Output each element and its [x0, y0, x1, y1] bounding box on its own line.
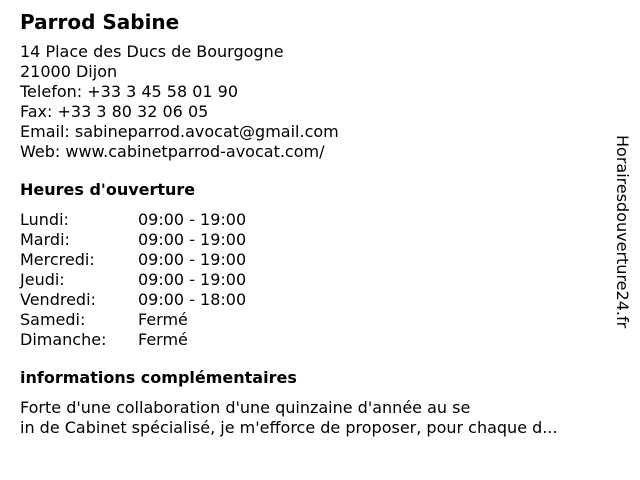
additional-info-title: informations complémentaires	[20, 368, 297, 387]
web-line: Web: www.cabinetparrod-avocat.com/	[20, 142, 325, 161]
hours-time: Fermé	[138, 310, 188, 329]
hours-time: 09:00 - 18:00	[138, 290, 247, 309]
hours-day: Lundi:	[20, 210, 69, 229]
business-name: Parrod Sabine	[20, 10, 180, 34]
hours-time: 09:00 - 19:00	[138, 230, 247, 249]
phone-line: Telefon: +33 3 45 58 01 90	[20, 82, 239, 101]
opening-hours-table	[20, 210, 600, 350]
hours-row	[20, 330, 600, 350]
hours-row	[20, 230, 600, 250]
hours-row	[20, 210, 600, 230]
address-line-1: 14 Place des Ducs de Bourgogne	[20, 42, 284, 61]
email-line: Email: sabineparrod.avocat@gmail.com	[20, 122, 339, 141]
hours-day: Dimanche:	[20, 330, 107, 349]
hours-time: 09:00 - 19:00	[138, 270, 247, 289]
hours-day: Samedi:	[20, 310, 86, 329]
business-card	[20, 10, 600, 438]
address-line-2: 21000 Dijon	[20, 62, 118, 81]
hours-day: Vendredi:	[20, 290, 96, 309]
hours-time: 09:00 - 19:00	[138, 210, 247, 229]
hours-row	[20, 270, 600, 290]
site-watermark-label: Horairesdouverture24.fr	[613, 135, 632, 329]
additional-info-line-1: Forte d'une collaboration d'une quinzaine d'année au se	[20, 398, 471, 417]
opening-hours-title: Heures d'ouverture	[20, 180, 196, 199]
hours-row	[20, 290, 600, 310]
hours-time: 09:00 - 19:00	[138, 250, 247, 269]
hours-row	[20, 250, 600, 270]
hours-day: Mardi:	[20, 230, 70, 249]
hours-day: Mercredi:	[20, 250, 95, 269]
hours-day: Jeudi:	[20, 270, 65, 289]
hours-row	[20, 310, 600, 330]
additional-info-line-2: in de Cabinet spécialisé, je m'efforce de proposer, pour chaque d...	[20, 418, 558, 437]
fax-line: Fax: +33 3 80 32 06 05	[20, 102, 209, 121]
hours-time: Fermé	[138, 330, 188, 349]
